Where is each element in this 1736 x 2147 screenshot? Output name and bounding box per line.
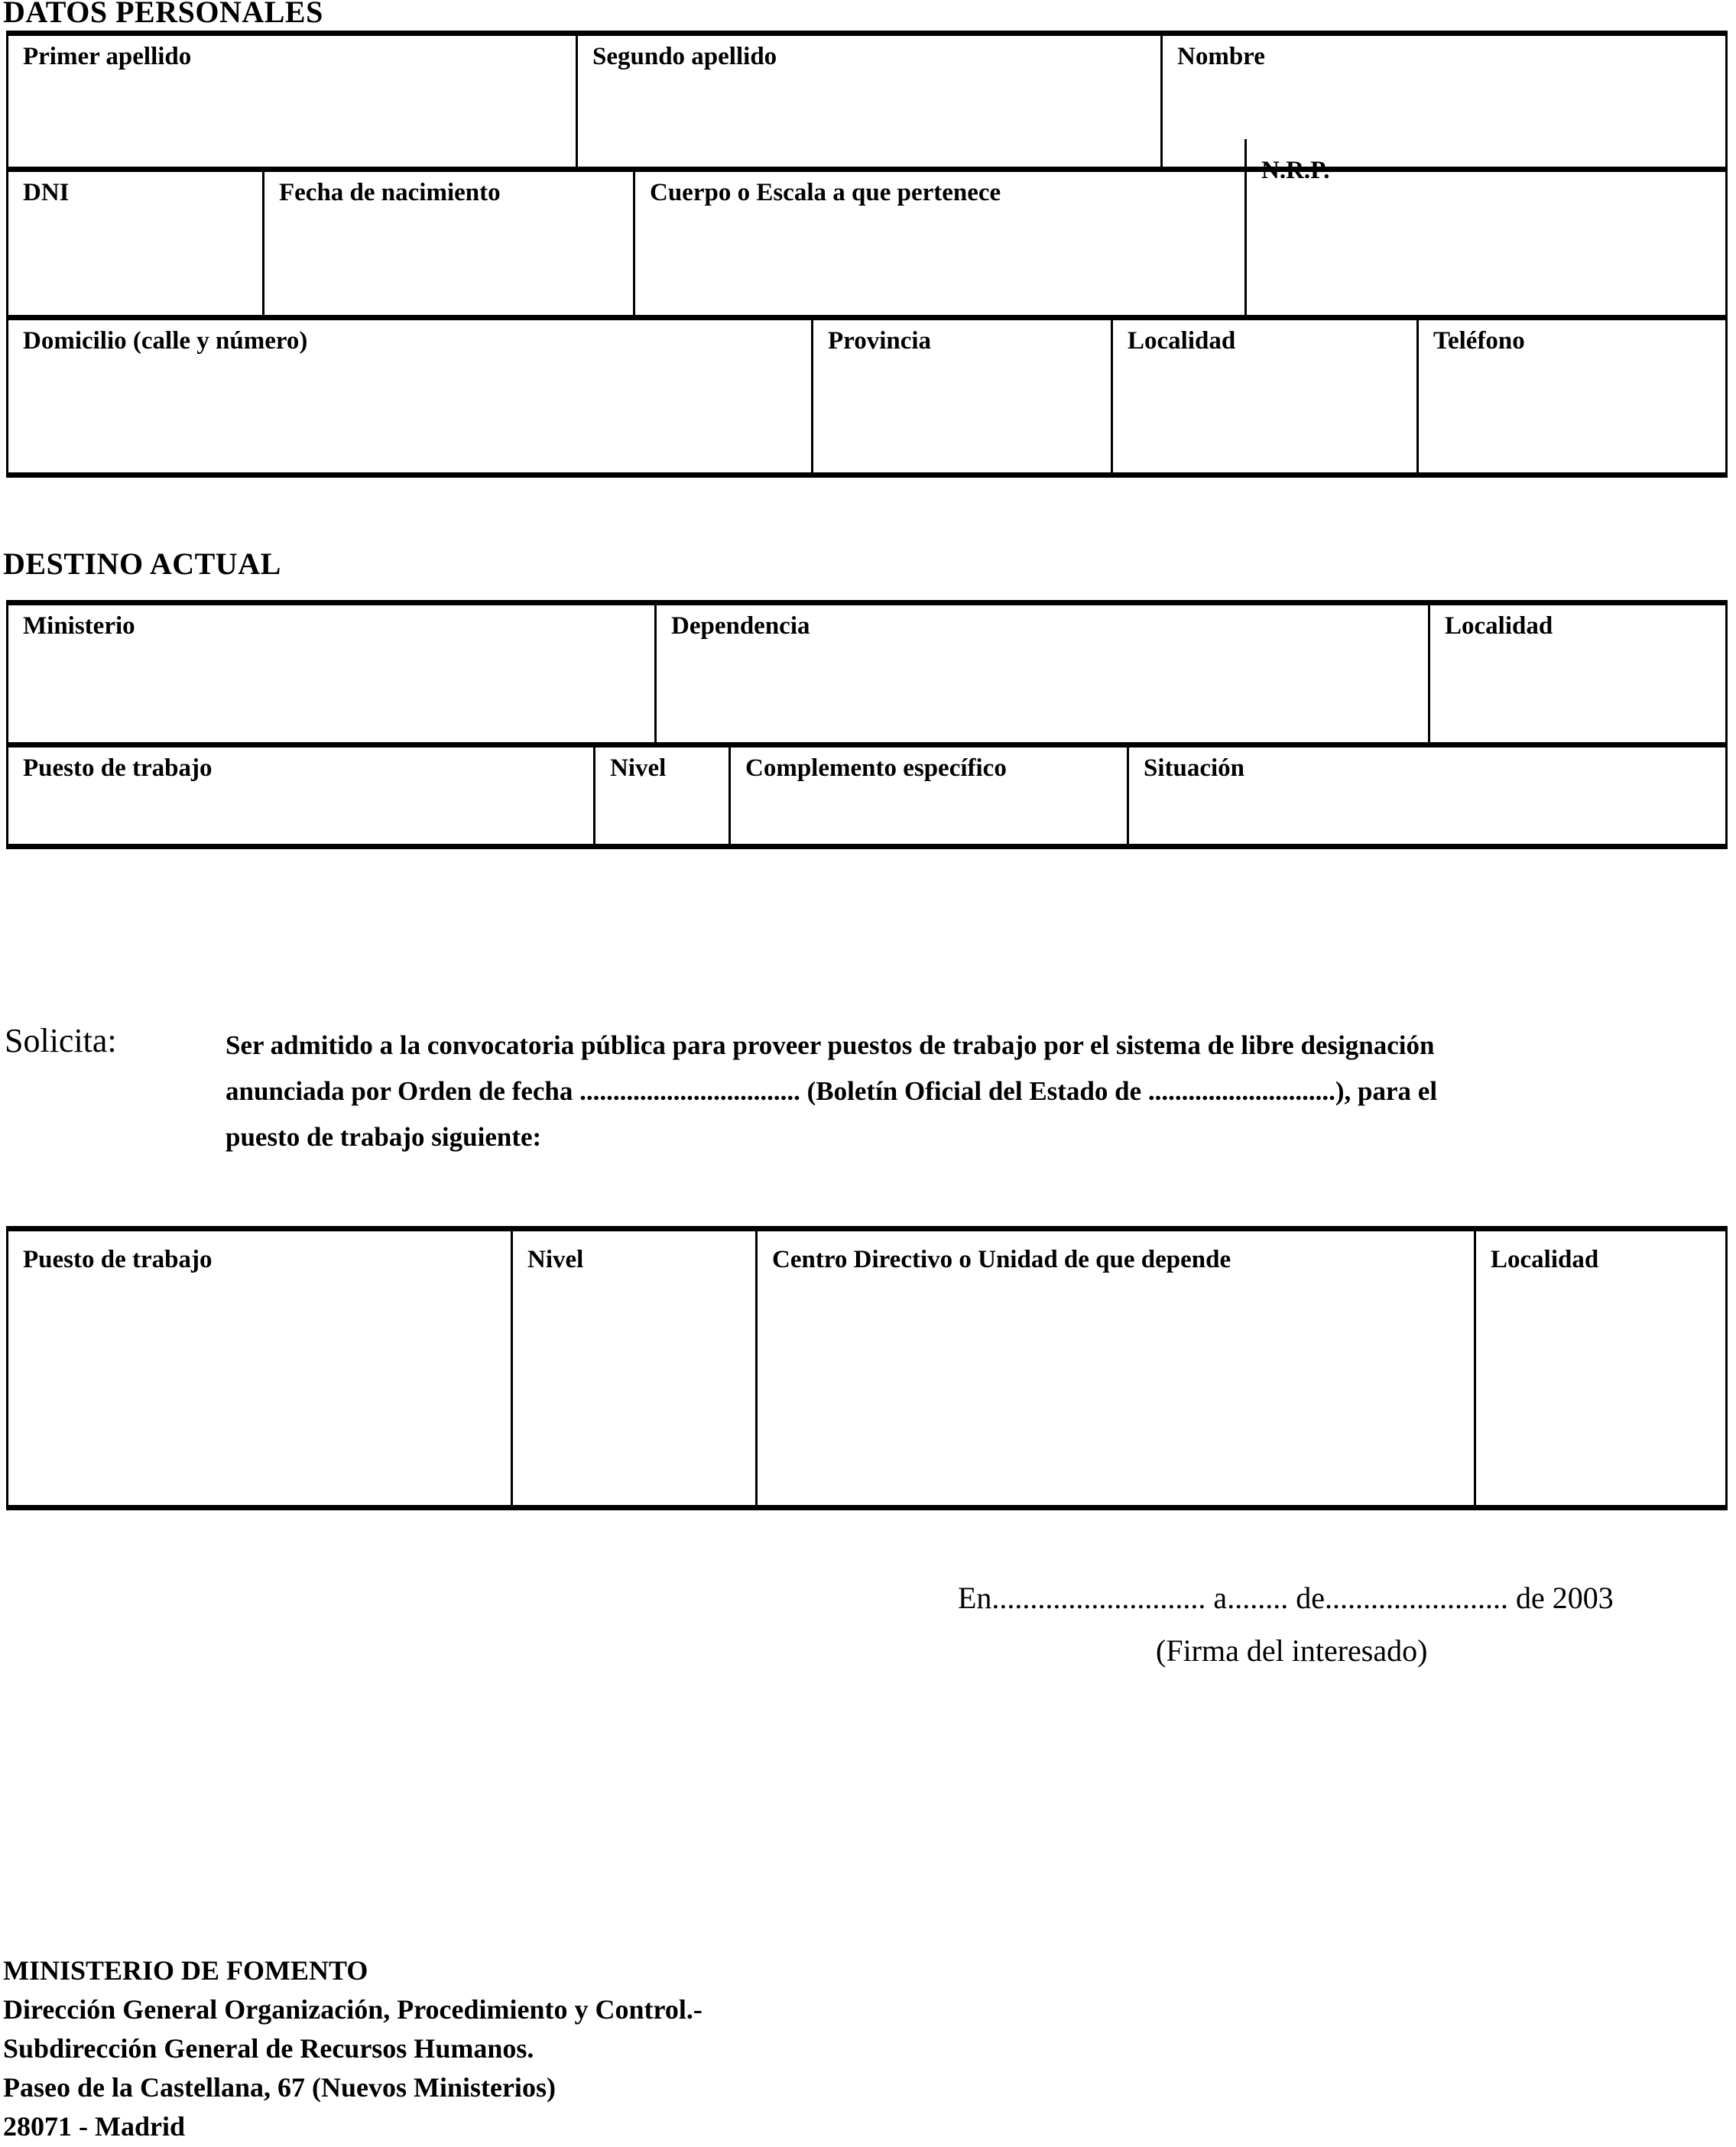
- field-localidad[interactable]: [1111, 317, 1416, 475]
- field-label-destino-localidad: Localidad: [1445, 612, 1553, 640]
- footer-address-block: [3, 1951, 703, 2147]
- field-label-dni: DNI: [23, 179, 70, 206]
- field-fecha-nacimiento[interactable]: [262, 169, 633, 317]
- field-cuerpo-escala[interactable]: [633, 169, 1244, 317]
- field-destino-localidad[interactable]: [1428, 602, 1728, 744]
- footer-line-subdireccion: Subdirección General de Recursos Humanos.: [3, 2033, 534, 2064]
- field-dni[interactable]: [6, 169, 262, 317]
- field-label-destino-ministerio: Ministerio: [23, 612, 135, 640]
- field-label-fecha-nacimiento: Fecha de nacimiento: [279, 179, 501, 206]
- field-label-destino-puesto-trabajo: Puesto de trabajo: [23, 754, 213, 782]
- puesto-solicitado-table: [6, 1226, 1728, 1510]
- field-label-destino-complemento: Complemento específico: [745, 754, 1007, 782]
- field-label-centro-directivo: Centro Directivo o Unidad de que depende: [772, 1246, 1231, 1273]
- field-label-puesto-trabajo-solicitado: Puesto de trabajo: [23, 1246, 213, 1273]
- solicita-line-1: Ser admitido a la convocatoria pública para proveer puestos de trabajo por el sistema de libre designación: [226, 1030, 1435, 1060]
- section-heading-destino-actual: DESTINO ACTUAL: [3, 546, 281, 581]
- field-domicilio[interactable]: [6, 317, 811, 475]
- field-label-nrp: N.R.P.: [1261, 157, 1330, 184]
- field-nivel-solicitado[interactable]: [511, 1228, 755, 1508]
- field-destino-complemento[interactable]: [728, 744, 1127, 846]
- footer-line-ministerio: MINISTERIO DE FOMENTO: [3, 1955, 368, 1986]
- field-label-nombre: Nombre: [1177, 43, 1265, 70]
- solicita-line-3: puesto de trabajo siguiente:: [226, 1122, 542, 1153]
- field-segundo-apellido[interactable]: [576, 33, 1160, 169]
- solicita-line-2: anunciada por Orden de fecha ................................. (Boletín Oficial del Estado de ............................), para el: [226, 1076, 1438, 1107]
- signature-date-line[interactable]: En............................ a........ de........................ de 2003: [958, 1581, 1614, 1615]
- field-telefono[interactable]: [1416, 317, 1728, 475]
- field-destino-dependencia[interactable]: [654, 602, 1428, 744]
- field-destino-situacion[interactable]: [1127, 744, 1728, 846]
- footer-line-direccion-general: Dirección General Organización, Procedimiento y Control.-: [3, 1994, 703, 2025]
- field-nrp[interactable]: [1244, 139, 1728, 317]
- field-label-cuerpo-escala: Cuerpo o Escala a que pertenece: [650, 179, 1001, 206]
- field-centro-directivo[interactable]: [755, 1228, 1474, 1508]
- field-label-provincia: Provincia: [828, 327, 932, 355]
- footer-line-street: Paseo de la Castellana, 67 (Nuevos Ministerios): [3, 2072, 556, 2103]
- field-destino-puesto-trabajo[interactable]: [6, 744, 593, 846]
- solicita-paragraph: [226, 1023, 1731, 1161]
- field-label-localidad-solicitada: Localidad: [1491, 1246, 1599, 1273]
- field-label-nivel-solicitado: Nivel: [527, 1246, 584, 1273]
- field-label-domicilio: Domicilio (calle y número): [23, 327, 308, 355]
- field-destino-ministerio[interactable]: [6, 602, 654, 744]
- field-localidad-solicitada[interactable]: [1474, 1228, 1728, 1508]
- field-label-localidad: Localidad: [1128, 327, 1236, 355]
- field-label-telefono: Teléfono: [1433, 327, 1525, 355]
- solicita-label: Solicita:: [5, 1022, 117, 1059]
- field-label-destino-dependencia: Dependencia: [671, 612, 810, 640]
- field-label-destino-situacion: Situación: [1144, 754, 1245, 782]
- personal-data-table: [6, 31, 1728, 478]
- signature-firma-label: (Firma del interesado): [1156, 1633, 1428, 1668]
- field-label-segundo-apellido: Segundo apellido: [592, 43, 777, 70]
- section-heading-datos-personales: DATOS PERSONALES: [3, 0, 323, 29]
- field-primer-apellido[interactable]: [6, 33, 576, 169]
- field-destino-nivel[interactable]: [593, 744, 728, 846]
- field-puesto-trabajo-solicitado[interactable]: [6, 1228, 511, 1508]
- field-label-primer-apellido: Primer apellido: [23, 43, 192, 70]
- footer-line-postal-city: 28071 - Madrid: [3, 2111, 185, 2142]
- field-provincia[interactable]: [811, 317, 1111, 475]
- destino-actual-table: [6, 600, 1728, 849]
- field-label-destino-nivel: Nivel: [610, 754, 667, 782]
